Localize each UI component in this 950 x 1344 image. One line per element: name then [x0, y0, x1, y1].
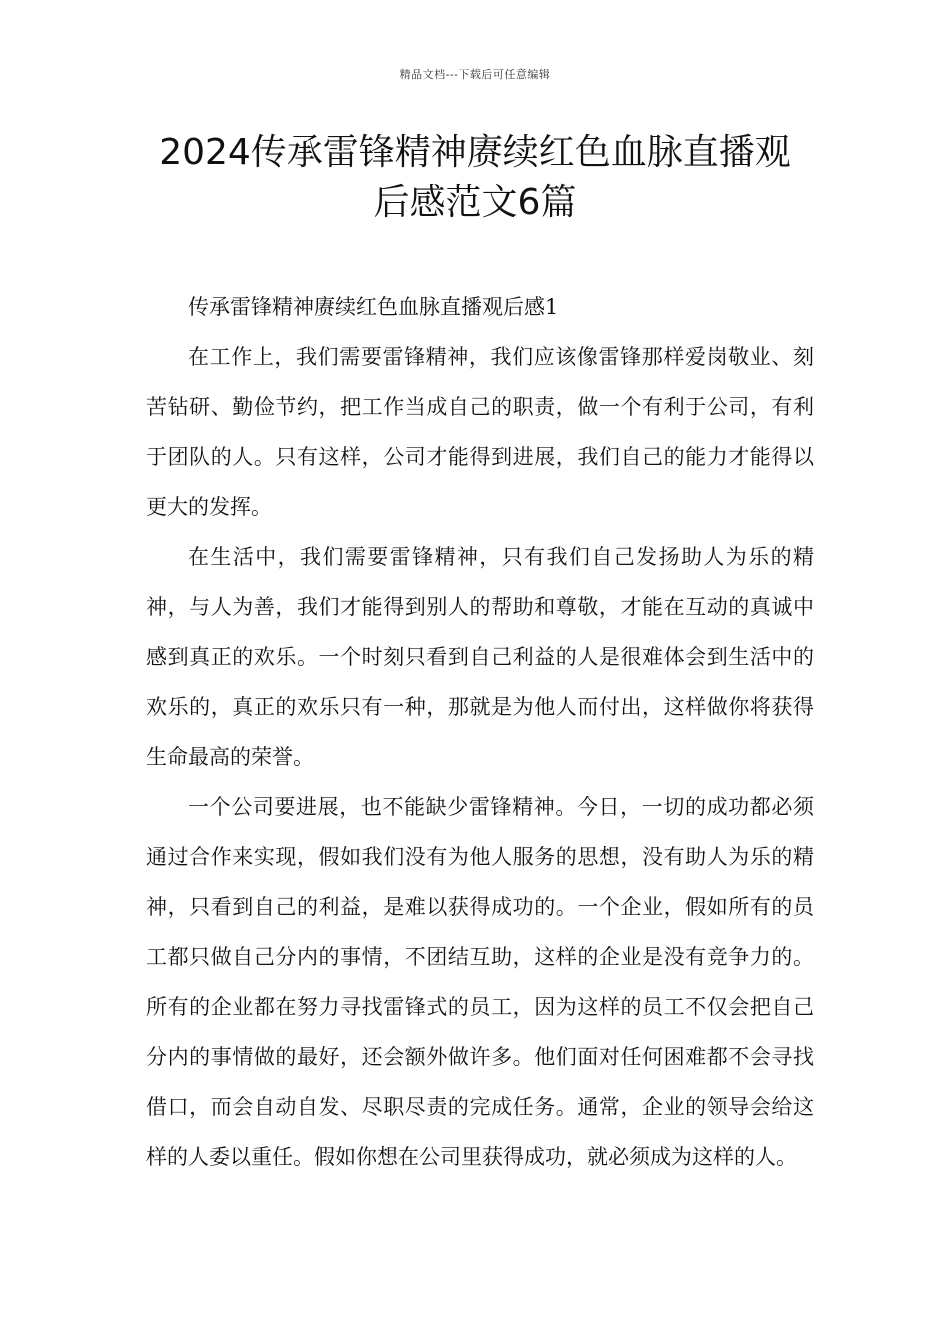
document-body: [146, 282, 814, 1182]
title-line-1: 2024传承雷锋精神赓续红色血脉直播观: [159, 132, 791, 173]
section-heading: 传承雷锋精神赓续红色血脉直播观后感1: [188, 295, 559, 319]
document-title: [120, 128, 830, 228]
paragraph: 在工作上，我们需要雷锋精神，我们应该像雷锋那样爱岗敬业、刻苦钻研、勤俭节约，把工作当成自己的职责，做一个有利于公司，有利于团队的人。只有这样，公司才能得到进展，我们自己的能力才能得以更大的发挥。: [146, 345, 814, 519]
paragraph: 在生活中，我们需要雷锋精神，只有我们自己发扬助人为乐的精神，与人为善，我们才能得到别人的帮助和尊敬，才能在互动的真诚中感到真正的欢乐。一个时刻只看到自己利益的人是很难体会到生活中的欢乐的，真正的欢乐只有一种，那就是为他人而付出，这样做你将获得生命最高的荣誉。: [146, 545, 814, 769]
header-note: 精品文档---下载后可任意编辑: [399, 68, 551, 81]
paragraph: 一个公司要进展，也不能缺少雷锋精神。今日，一切的成功都必须通过合作来实现，假如我们没有为他人服务的思想，没有助人为乐的精神，只看到自己的利益，是难以获得成功的。一个企业，假如所有的员工都只做自己分内的事情，不团结互助，这样的企业是没有竞争力的。所有的企业都在努力寻找雷锋式的员工，因为这样的员工不仅会把自己分内的事情做的最好，还会额外做许多。他们面对任何困难都不会寻找借口，而会自动自发、尽职尽责的完成任务。通常，企业的领导会给这样的人委以重任。假如你想在公司里获得成功，就必须成为这样的人。: [146, 795, 814, 1169]
title-line-2: 后感范文6篇: [373, 182, 577, 223]
